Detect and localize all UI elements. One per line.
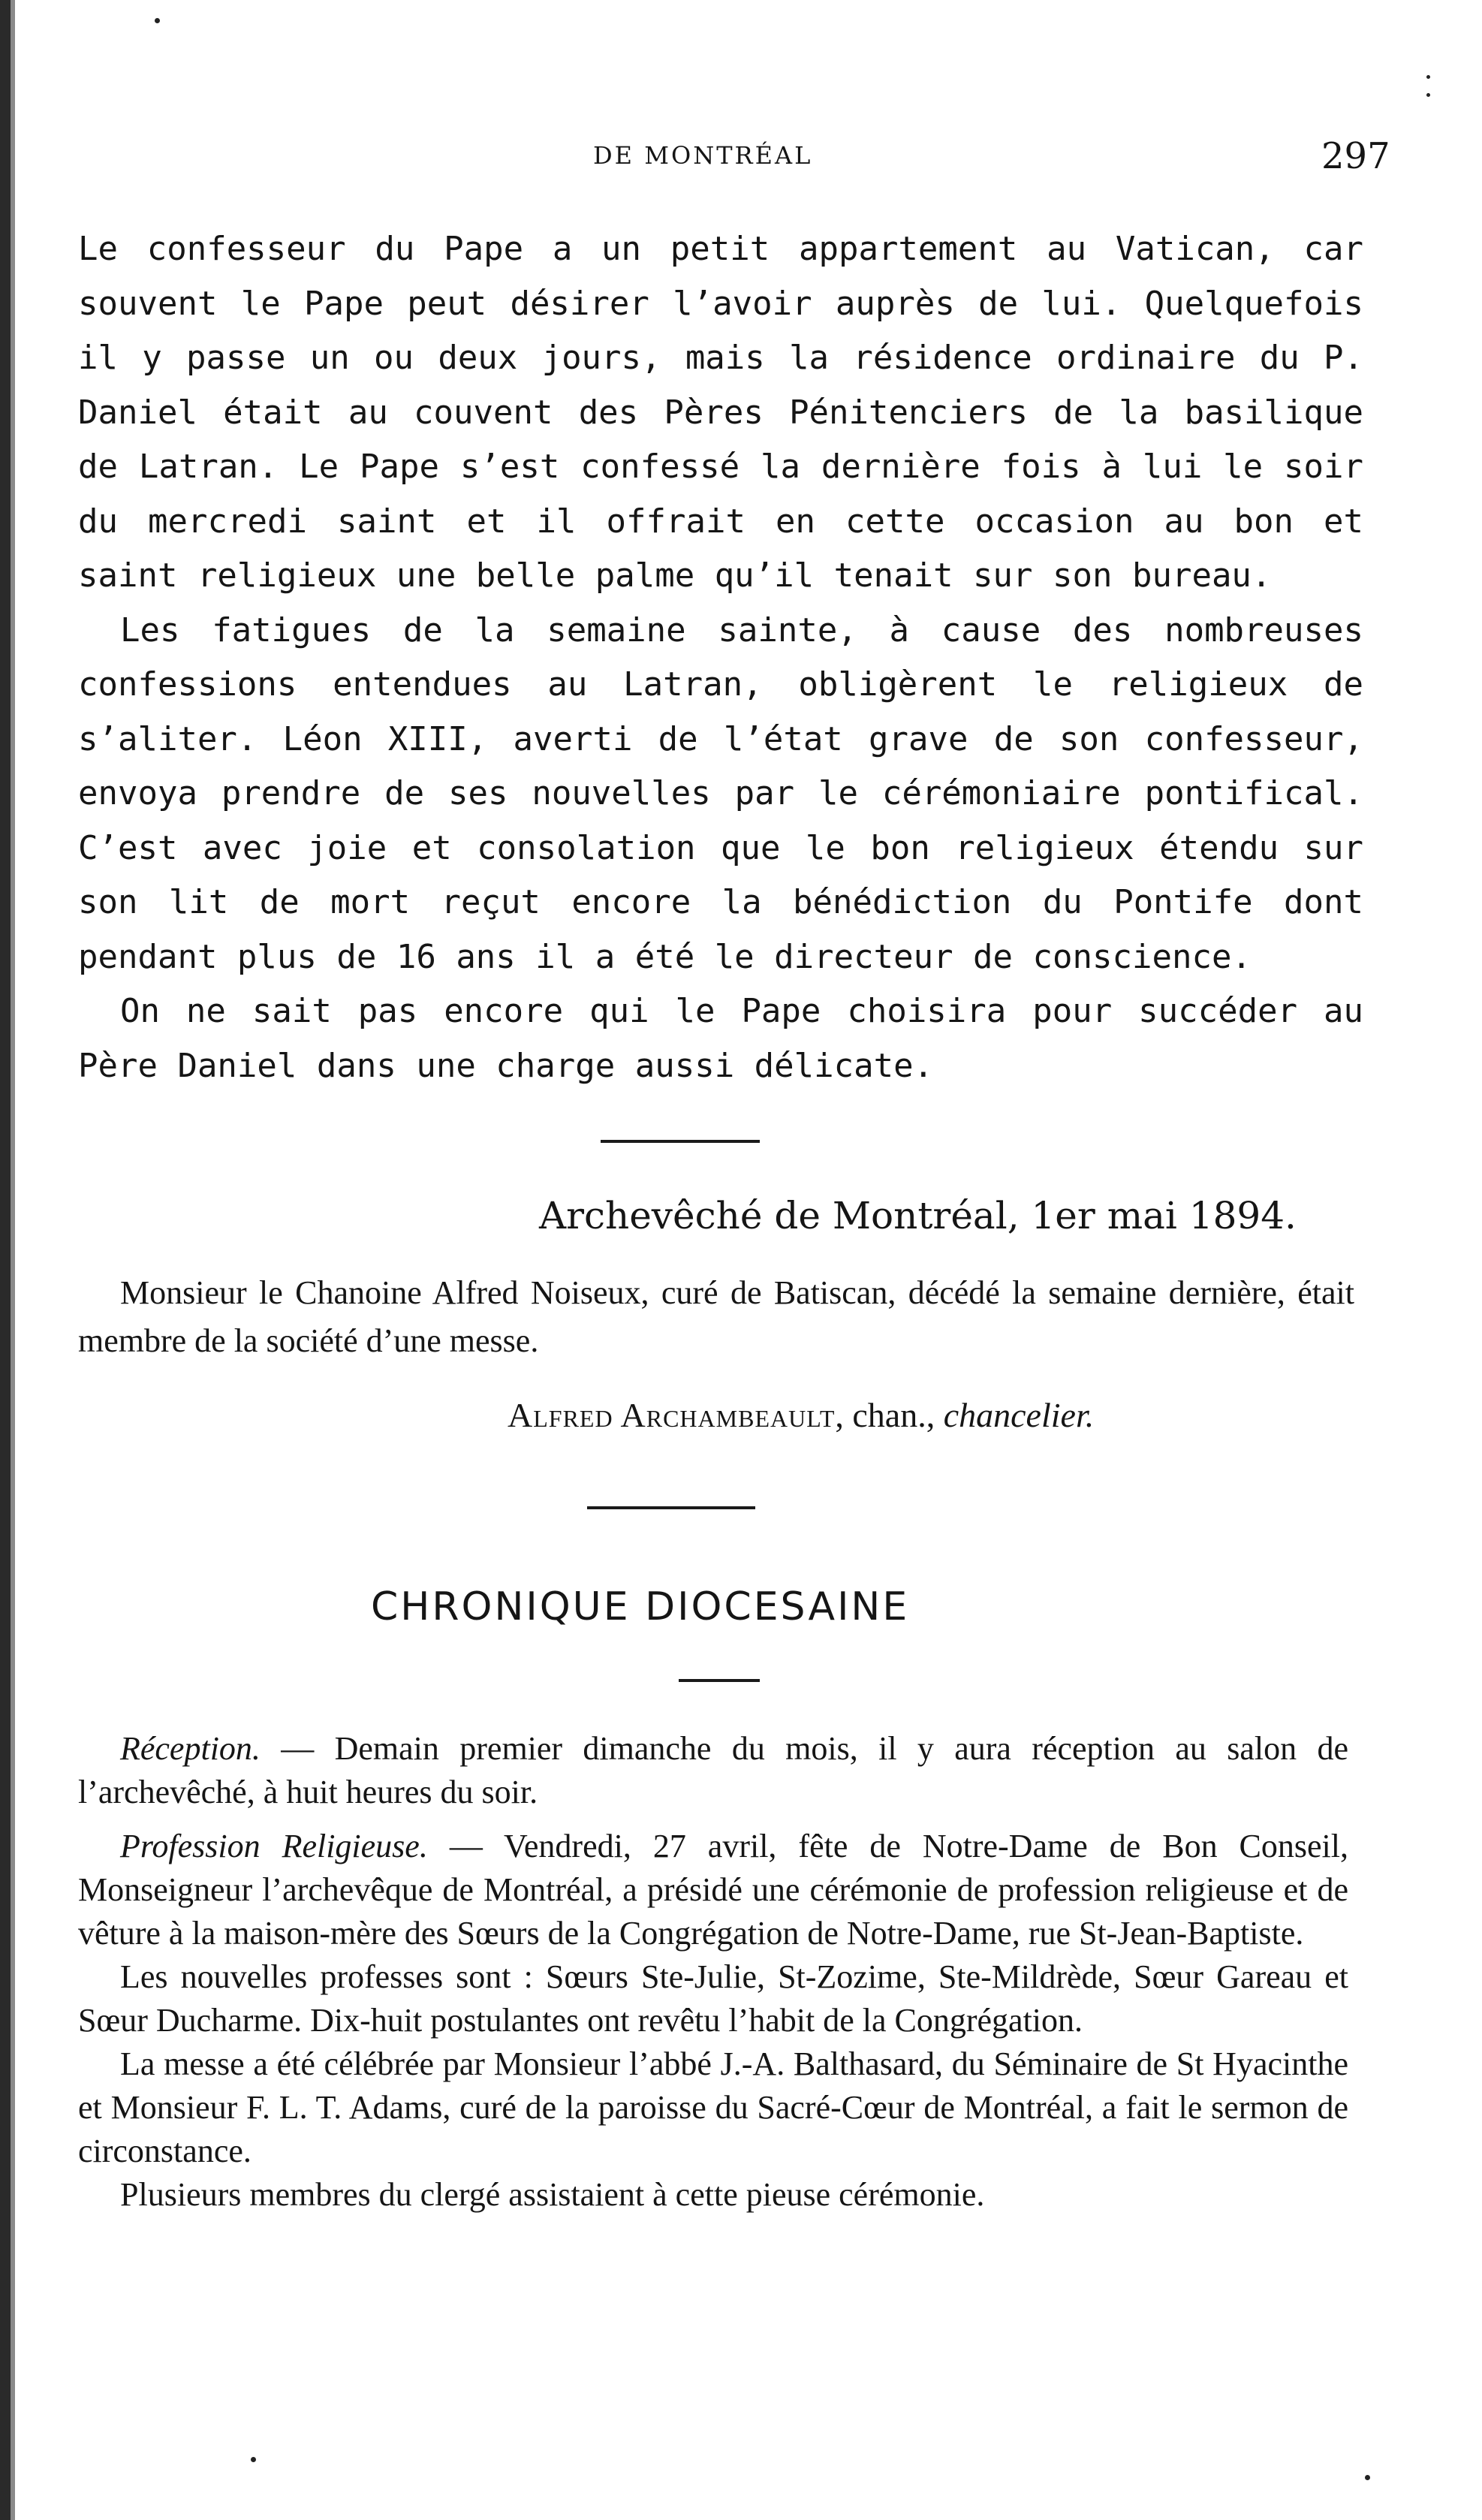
- chronicle-paragraph: Les nouvelles professes sont : Sœurs Ste-Julie, St-Zozime, Ste-Mildrède, Sœur Gareau et Sœur Ducharme. Dix-huit postulantes ont revêtu l’habit de la Congrégation.: [78, 1958, 1348, 2039]
- print-speck: [155, 18, 160, 23]
- section-title: CHRONIQUE DIOCESAINE: [371, 1584, 910, 1629]
- chronicle-paragraph: La messe a été célébrée par Monsieur l’abbé J.-A. Balthasard, du Séminaire de St Hyacinthe et Monsieur F. L. T. Adams, curé de la paroisse du Sacré-Cœur de Montréal, a fait le sermon de circonstance.: [78, 2045, 1348, 2169]
- print-speck: [1365, 2475, 1370, 2480]
- chronicle-profession: [78, 1825, 1348, 1955]
- signature-role: , chan.,: [835, 1396, 944, 1434]
- chronicle-text: [78, 1727, 1348, 2217]
- print-speck: [251, 2457, 256, 2462]
- reception-text: — Demain premier dimanche du mois, il y aura réception au salon de l’archevêché, à huit heures du soir.: [78, 1730, 1348, 1810]
- profession-text: — Vendredi, 27 avril, fête de Notre-Dame de Bon Conseil, Monseigneur l’archevêque de Montréal, a présidé une cérémonie de profession religieuse et de vêture à la maison-mère des Sœurs de la Congrégation de Notre-Dame, rue St-Jean-Baptiste.: [78, 1828, 1348, 1952]
- chronicle-paragraph: Plusieurs membres du clergé assistaient à cette pieuse cérémonie.: [120, 2176, 985, 2213]
- profession-label: Profession Religieuse.: [120, 1828, 428, 1864]
- signature-name: Alfred Archambeault: [508, 1396, 836, 1434]
- section-divider: [587, 1506, 755, 1509]
- print-speck: [1426, 75, 1430, 79]
- page-number: 297: [1321, 135, 1390, 177]
- signature-title: chancelier.: [943, 1396, 1095, 1434]
- article-text: [78, 222, 1363, 1093]
- notice-dateline: Archevêché de Montréal, 1er mai 1894.: [539, 1194, 1297, 1237]
- notice-text: Monsieur le Chanoine Alfred Noiseux, curé de Batiscan, décédé la semaine dernière, était membre de la société d’une messe.: [78, 1274, 1354, 1359]
- reception-label: Réception.: [120, 1730, 261, 1767]
- article-paragraph-1: Le confesseur du Pape a un petit appartement au Vatican, car souvent le Pape peut désirer l’avoir auprès de lui. Quelquefois il y passe un ou deux jours, mais la résidence ordinaire du P. Daniel était au couvent des Pères Pénitenciers de la basilique de Latran. Le Pape s’est confessé la dernière fois à lui le soir du mercredi saint et il offrait en cette occasion au bon et saint religieux une belle palme qu’il tenait sur son bureau.: [78, 230, 1363, 595]
- notice-signature: [508, 1395, 1094, 1435]
- title-underline: [679, 1679, 760, 1682]
- print-speck: [1426, 93, 1430, 97]
- section-divider: [601, 1140, 760, 1143]
- chronicle-reception: [78, 1727, 1348, 1814]
- running-title: DE MONTRÉAL: [593, 141, 813, 170]
- page-binding-edge: [11, 0, 15, 2520]
- article-paragraph-2: Les fatigues de la semaine sainte, à cause des nombreuses confessions entendues au Latran, obligèrent le religieux de s’aliter. Léon XIII, averti de l’état grave de son confesseur, envoya prendre de ses nouvelles par le cérémoniaire pontifical. C’est avec joie et consolation que le bon religieux étendu sur son lit de mort reçut encore la bénédiction du Pontife dont pendant plus de 16 ans il a été le directeur de conscience.: [78, 610, 1363, 976]
- notice-body: [78, 1269, 1354, 1365]
- article-paragraph-3: On ne sait pas encore qui le Pape choisira pour succéder au Père Daniel dans une charge aussi délicate.: [78, 992, 1363, 1085]
- page-binding-shadow: [0, 0, 11, 2520]
